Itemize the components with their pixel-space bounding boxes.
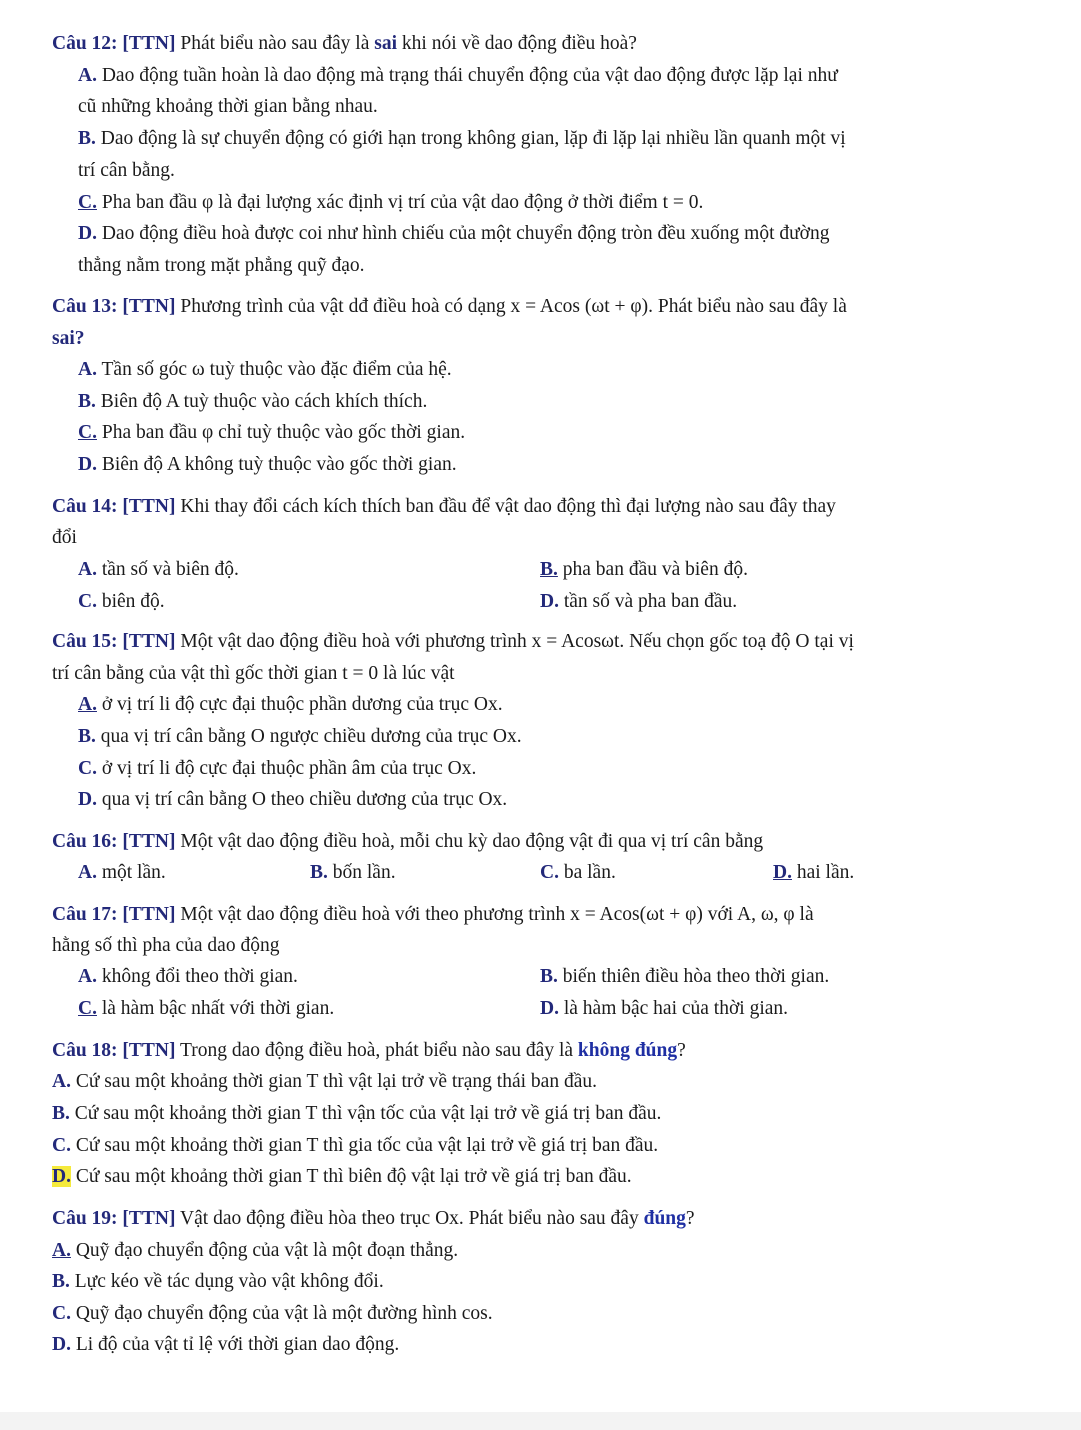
question-12-option-a: A. Dao động tuần hoàn là dao động mà trạng thái chuyển động của vật dao động được lặp lại như bbox=[78, 65, 838, 86]
question-14-stem: Câu 14: [TTN] Khi thay đổi cách kích thích ban đầu để vật dao động thì đại lượng nào sau đây thay bbox=[52, 496, 836, 517]
question-16-option-b: B. bốn lần. bbox=[310, 862, 396, 883]
question-15-stem: Câu 15: [TTN] Một vật dao động điều hoà với phương trình x = Acosωt. Nếu chọn gốc toạ độ O tại vị bbox=[52, 631, 854, 652]
question-13-option-b: B. Biên độ A tuỳ thuộc vào cách khích thích. bbox=[78, 391, 428, 412]
question-18-stem: Câu 18: [TTN] Trong dao động điều hoà, phát biểu nào sau đây là không đúng? bbox=[52, 1040, 686, 1061]
question-13-stem-cont: sai? bbox=[52, 328, 85, 349]
question-12-option-b: B. Dao động là sự chuyển động có giới hạn trong không gian, lặp đi lặp lại nhiều lần quanh một vị bbox=[78, 128, 846, 149]
question-label: Câu 12: [TTN] bbox=[52, 33, 176, 54]
question-17-stem: Câu 17: [TTN] Một vật dao động điều hoà với theo phương trình x = Acos(ωt + φ) với A, ω, φ là bbox=[52, 904, 814, 925]
question-14-option-a: A. tần số và biên độ. bbox=[78, 559, 239, 580]
question-14-option-c: C. biên độ. bbox=[78, 591, 165, 612]
question-19-option-b: B. Lực kéo về tác dụng vào vật không đổi. bbox=[52, 1271, 384, 1292]
question-15-stem-cont: trí cân bằng của vật thì gốc thời gian t = 0 là lúc vật bbox=[52, 663, 455, 684]
question-19-option-a: A. Quỹ đạo chuyển động của vật là một đoạn thẳng. bbox=[52, 1240, 459, 1261]
question-14-stem-cont: đổi bbox=[52, 527, 77, 548]
question-16-option-c: C. ba lần. bbox=[540, 862, 616, 883]
question-16-option-a: A. một lần. bbox=[78, 862, 166, 883]
question-13-option-c: C. Pha ban đầu φ chỉ tuỳ thuộc vào gốc thời gian. bbox=[78, 422, 466, 443]
question-13-option-d: D. Biên độ A không tuỳ thuộc vào gốc thời gian. bbox=[78, 454, 457, 475]
question-12-stem: Câu 12: [TTN] Phát biểu nào sau đây là sai khi nói về dao động điều hoà? bbox=[52, 33, 637, 54]
question-13-option-a: A. Tần số góc ω tuỳ thuộc vào đặc điểm của hệ. bbox=[78, 359, 452, 380]
question-17-stem-cont: hằng số thì pha của dao động bbox=[52, 935, 280, 956]
question-12-option-a-cont: cũ những khoảng thời gian bằng nhau. bbox=[78, 96, 378, 117]
question-12-option-d-cont: thẳng nằm trong mặt phẳng quỹ đạo. bbox=[78, 255, 365, 276]
question-14-option-b: B. pha ban đầu và biên độ. bbox=[540, 559, 748, 580]
question-17-option-a: A. không đổi theo thời gian. bbox=[78, 966, 298, 987]
question-label: Câu 13: [TTN] bbox=[52, 296, 176, 317]
question-15-option-a: A. ở vị trí li độ cực đại thuộc phần dương của trục Ox. bbox=[78, 694, 503, 715]
question-16-stem: Câu 16: [TTN] Một vật dao động điều hoà, mỗi chu kỳ dao động vật đi qua vị trí cân bằng bbox=[52, 831, 764, 852]
question-15-option-b: B. qua vị trí cân bằng O ngược chiều dương của trục Ox. bbox=[78, 726, 522, 747]
question-label: Câu 16: [TTN] bbox=[52, 831, 176, 852]
question-12-option-c: C. Pha ban đầu φ là đại lượng xác định vị trí của vật dao động ở thời điểm t = 0. bbox=[78, 192, 704, 213]
question-label: Câu 17: [TTN] bbox=[52, 904, 176, 925]
page-bottom-edge bbox=[0, 1412, 1081, 1430]
question-label: Câu 19: [TTN] bbox=[52, 1208, 176, 1229]
question-12-option-d: D. Dao động điều hoà được coi như hình chiếu của một chuyển động tròn đều xuống một đường bbox=[78, 223, 830, 244]
question-label: Câu 15: [TTN] bbox=[52, 631, 176, 652]
question-13-stem: Câu 13: [TTN] Phương trình của vật dđ điều hoà có dạng x = Acos (ωt + φ). Phát biểu nào sau đây là bbox=[52, 296, 847, 317]
question-17-option-b: B. biến thiên điều hòa theo thời gian. bbox=[540, 966, 830, 987]
question-17-option-d: D. là hàm bậc hai của thời gian. bbox=[540, 998, 789, 1019]
question-19-option-d: D. Li độ của vật tỉ lệ với thời gian dao động. bbox=[52, 1334, 400, 1355]
question-15-option-c: C. ở vị trí li độ cực đại thuộc phần âm của trục Ox. bbox=[78, 758, 477, 779]
question-18-option-d: D. Cứ sau một khoảng thời gian T thì biên độ vật lại trở về giá trị ban đầu. bbox=[52, 1166, 632, 1187]
question-18-option-c: C. Cứ sau một khoảng thời gian T thì gia tốc của vật lại trở về giá trị ban đầu. bbox=[52, 1135, 659, 1156]
question-19-option-c: C. Quỹ đạo chuyển động của vật là một đường hình cos. bbox=[52, 1303, 493, 1324]
highlighted-answer-key: D. bbox=[52, 1166, 71, 1187]
question-14-option-d: D. tần số và pha ban đầu. bbox=[540, 591, 738, 612]
question-16-option-d: D. hai lần. bbox=[773, 862, 855, 883]
question-18-option-b: B. Cứ sau một khoảng thời gian T thì vận tốc của vật lại trở về giá trị ban đầu. bbox=[52, 1103, 662, 1124]
question-12-option-b-cont: trí cân bằng. bbox=[78, 160, 175, 181]
question-18-option-a: A. Cứ sau một khoảng thời gian T thì vật lại trở về trạng thái ban đầu. bbox=[52, 1071, 597, 1092]
question-19-stem: Câu 19: [TTN] Vật dao động điều hòa theo trục Ox. Phát biểu nào sau đây đúng? bbox=[52, 1208, 695, 1229]
question-label: Câu 18: [TTN] bbox=[52, 1040, 176, 1061]
question-15-option-d: D. qua vị trí cân bằng O theo chiều dương của trục Ox. bbox=[78, 789, 508, 810]
question-label: Câu 14: [TTN] bbox=[52, 496, 176, 517]
question-17-option-c: C. là hàm bậc nhất với thời gian. bbox=[78, 998, 335, 1019]
